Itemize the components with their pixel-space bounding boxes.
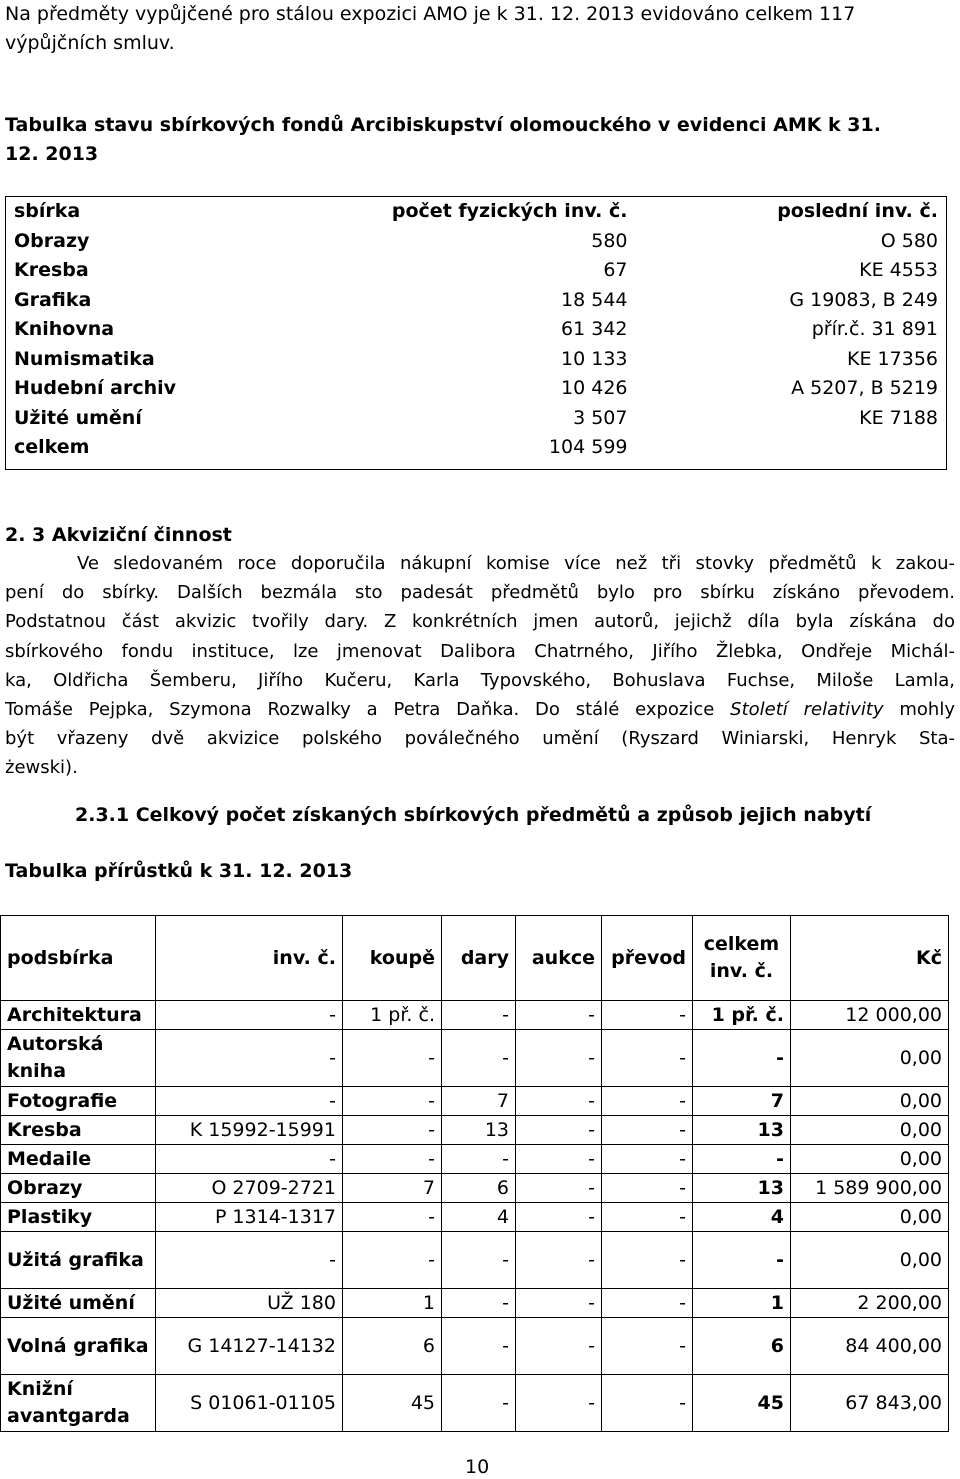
table-cell: 7 [442, 1087, 516, 1116]
table-cell: 0,00 [791, 1116, 949, 1145]
table-cell: - [602, 1030, 693, 1087]
table-cell: Užitá grafika [1, 1232, 156, 1289]
table-cell: - [442, 1145, 516, 1174]
table-cell: 61 342 [561, 318, 628, 341]
table-cell: S 01061-01105 [156, 1375, 343, 1432]
table-cell: G 19083, B 249 [789, 288, 938, 311]
table-cell: - [516, 1232, 602, 1289]
table-cell: 0,00 [791, 1203, 949, 1232]
paragraph-text: Do stálé expozice [535, 699, 731, 721]
table-cell: 67 [603, 259, 628, 282]
table-cell: - [516, 1203, 602, 1232]
table-cell: Knižní avantgarda [1, 1375, 156, 1432]
table-cell: - [343, 1030, 442, 1087]
table-cell: - [156, 1001, 343, 1030]
table-cell: Hudební archiv [14, 377, 177, 400]
table-cell: O 580 [880, 229, 938, 252]
table-cell: Užité umění [14, 406, 142, 429]
table-cell: - [602, 1087, 693, 1116]
table-cell: 13 [442, 1116, 516, 1145]
table-row [6, 404, 947, 434]
table-cell: - [602, 1232, 693, 1289]
table-cell: 6 [693, 1318, 791, 1375]
page-number: 10 [465, 1456, 490, 1478]
paragraph-line: ka, Oldřicha Šemberu, Jiřího Kučeru, Karla Typovského, Bohuslava Fuchse, Miloše Lamla, [5, 669, 955, 691]
table-row [6, 286, 947, 316]
table2-title: Tabulka přírůstků k 31. 12. 2013 [5, 860, 353, 882]
table-cell: celkem [14, 436, 90, 459]
table-row [1, 1030, 949, 1087]
table-cell: přír.č. 31 891 [811, 318, 938, 341]
column-header: celkem inv. č. [693, 916, 791, 1001]
table-cell: - [343, 1145, 442, 1174]
table-cell [636, 433, 947, 469]
table-cell: - [602, 1203, 693, 1232]
table-cell: - [602, 1375, 693, 1432]
table-cell: 1 [343, 1289, 442, 1318]
table-row [6, 227, 947, 257]
table-cell: - [516, 1289, 602, 1318]
paragraph-line: Ve sledovaném roce doporučila nákupní komise více než tři stovky předmětů k zakou- [77, 553, 955, 574]
table-cell: 0,00 [791, 1145, 949, 1174]
table-cell: - [516, 1174, 602, 1203]
table-cell: - [693, 1145, 791, 1174]
table-cell: 3 507 [573, 406, 628, 429]
table-cell: 67 843,00 [791, 1375, 949, 1432]
column-header: podsbírka [1, 916, 156, 1001]
table-cell: 4 [693, 1203, 791, 1232]
table-cell: Autorská kniha [1, 1030, 156, 1087]
table-row [1, 1087, 949, 1116]
table-cell: - [343, 1232, 442, 1289]
table-cell: 18 544 [561, 288, 628, 311]
collections-table [5, 196, 947, 470]
table-cell: - [156, 1030, 343, 1087]
table-cell: 6 [442, 1174, 516, 1203]
table-cell: 13 [693, 1116, 791, 1145]
table-cell: 1 [693, 1289, 791, 1318]
paragraph-line: sbírkového fondu instituce, lze jmenovat Dalibora Chatrného, Jiřího Žlebka, Ondřeje Michál- [5, 640, 955, 662]
table-cell: - [602, 1174, 693, 1203]
table-cell: 0,00 [791, 1232, 949, 1289]
table-row [1, 1318, 949, 1375]
table-cell: 45 [693, 1375, 791, 1432]
table1-title-line-1: Tabulka stavu sbírkových fondů Arcibiskupství olomouckého v evidenci AMK k 31. [5, 114, 881, 136]
table-cell: 1 589 900,00 [791, 1174, 949, 1203]
table-cell: KE 7188 [859, 406, 938, 429]
table-cell: 7 [343, 1174, 442, 1203]
table-cell: KE 17356 [847, 347, 938, 370]
table1-title-line-2: 12. 2013 [5, 143, 99, 165]
table-cell: - [343, 1087, 442, 1116]
column-header: počet fyzických inv. č. [391, 200, 628, 223]
table-total-row [6, 433, 947, 469]
table-row [6, 256, 947, 286]
paragraph-line [5, 695, 955, 724]
table-cell: Obrazy [14, 229, 90, 252]
table-cell: - [156, 1145, 343, 1174]
table-cell: 10 133 [561, 347, 628, 370]
column-header: Kč [791, 916, 949, 1001]
column-header: inv. č. [156, 916, 343, 1001]
table-cell: - [693, 1232, 791, 1289]
table-row [1, 1116, 949, 1145]
paragraph-text: Tomáše Pejpka, Szymona Rozwalky a Petra Daňka. [5, 699, 520, 721]
table-cell: - [516, 1318, 602, 1375]
table-cell: - [602, 1145, 693, 1174]
table-cell: P 1314-1317 [156, 1203, 343, 1232]
table-cell: 12 000,00 [791, 1001, 949, 1030]
section-heading: 2. 3 Akviziční činnost [5, 524, 232, 546]
table-row [1, 1145, 949, 1174]
paragraph-line: żewski). [5, 757, 78, 779]
table-cell: UŽ 180 [156, 1289, 343, 1318]
table-cell: - [602, 1116, 693, 1145]
paragraph-line: pení do sbírky. Dalších bezmála sto padesát předmětů bylo pro sbírku získáno převodem. [5, 582, 955, 604]
table-cell: Knihovna [14, 318, 115, 341]
table-cell: - [343, 1203, 442, 1232]
table-cell: - [442, 1030, 516, 1087]
table-cell: 6 [343, 1318, 442, 1375]
table-cell: G 14127-14132 [156, 1318, 343, 1375]
intro-line-1: Na předměty vypůjčené pro stálou expozici AMO je k 31. 12. 2013 evidováno celkem 117 [5, 3, 856, 25]
subsection-heading: 2.3.1 Celkový počet získaných sbírkových předmětů a způsob jejich nabytí [75, 804, 872, 826]
table-cell: Plastiky [1, 1203, 156, 1232]
table-row [1, 1001, 949, 1030]
column-header: poslední inv. č. [777, 200, 938, 223]
table-header-row [6, 197, 947, 227]
table-cell: A 5207, B 5219 [791, 377, 938, 400]
italic-title: Století relativity [730, 699, 884, 721]
table-cell: - [156, 1087, 343, 1116]
table-cell: - [516, 1030, 602, 1087]
table-cell: Volná grafika [1, 1318, 156, 1375]
paragraph-line: být vřazeny dvě akvizice polského poválečného umění (Ryszard Winiarski, Henryk Sta- [5, 728, 955, 750]
table-cell: - [602, 1289, 693, 1318]
table-cell: KE 4553 [859, 259, 938, 282]
intro-paragraph [5, 0, 955, 58]
table-row [1, 1375, 949, 1432]
table-row [1, 1289, 949, 1318]
table-row [1, 1232, 949, 1289]
table-cell: - [442, 1232, 516, 1289]
table-cell: 1 př. č. [693, 1001, 791, 1030]
table-cell: 45 [343, 1375, 442, 1432]
table-cell: Kresba [1, 1116, 156, 1145]
table-cell: - [516, 1087, 602, 1116]
table-cell: Užité umění [1, 1289, 156, 1318]
table-cell: - [602, 1001, 693, 1030]
table-cell: Kresba [14, 259, 89, 282]
column-header: aukce [516, 916, 602, 1001]
table-cell: - [442, 1289, 516, 1318]
table-cell: - [442, 1375, 516, 1432]
intro-line-2: výpůjčních smluv. [5, 32, 175, 54]
paragraph-line: Podstatnou část akvizic tvořily dary. Z konkrétních jmen autorů, jejichž díla byla získána do [5, 611, 955, 633]
table-cell: Medaile [1, 1145, 156, 1174]
table-header-row [1, 916, 949, 1001]
table-cell: Obrazy [1, 1174, 156, 1203]
table-cell: - [442, 1001, 516, 1030]
table-cell: Grafika [14, 288, 92, 311]
table-cell: - [516, 1145, 602, 1174]
column-header: dary [442, 916, 516, 1001]
table-cell: 7 [693, 1087, 791, 1116]
table-cell: 13 [693, 1174, 791, 1203]
table-cell: Numismatika [14, 347, 155, 370]
section-paragraph [5, 549, 955, 783]
table-row [1, 1203, 949, 1232]
column-header: koupě [343, 916, 442, 1001]
table-cell: O 2709-2721 [156, 1174, 343, 1203]
table-cell: Architektura [1, 1001, 156, 1030]
table-cell: 2 200,00 [791, 1289, 949, 1318]
table-cell: - [343, 1116, 442, 1145]
table-cell: 10 426 [561, 377, 628, 400]
table-row [1, 1174, 949, 1203]
table-cell: 580 [591, 229, 628, 252]
table-cell: 1 př. č. [343, 1001, 442, 1030]
table-cell: 4 [442, 1203, 516, 1232]
table-cell: - [156, 1232, 343, 1289]
table-row [6, 315, 947, 345]
table-cell: - [602, 1318, 693, 1375]
paragraph-text: mohly [883, 699, 955, 721]
table-row [6, 374, 947, 404]
table-cell: - [516, 1375, 602, 1432]
table-row [6, 345, 947, 375]
table-cell: 104 599 [548, 436, 628, 459]
table-cell: Fotografie [1, 1087, 156, 1116]
table-cell: 0,00 [791, 1030, 949, 1087]
table-cell: - [442, 1318, 516, 1375]
table1-title [5, 111, 955, 169]
column-header: sbírka [14, 200, 81, 223]
table-cell: - [516, 1116, 602, 1145]
table-cell: K 15992-15991 [156, 1116, 343, 1145]
table-cell: 0,00 [791, 1087, 949, 1116]
table-cell: 84 400,00 [791, 1318, 949, 1375]
acquisitions-table [0, 915, 949, 1432]
column-header: převod [602, 916, 693, 1001]
table-cell: - [693, 1030, 791, 1087]
table-cell: - [516, 1001, 602, 1030]
